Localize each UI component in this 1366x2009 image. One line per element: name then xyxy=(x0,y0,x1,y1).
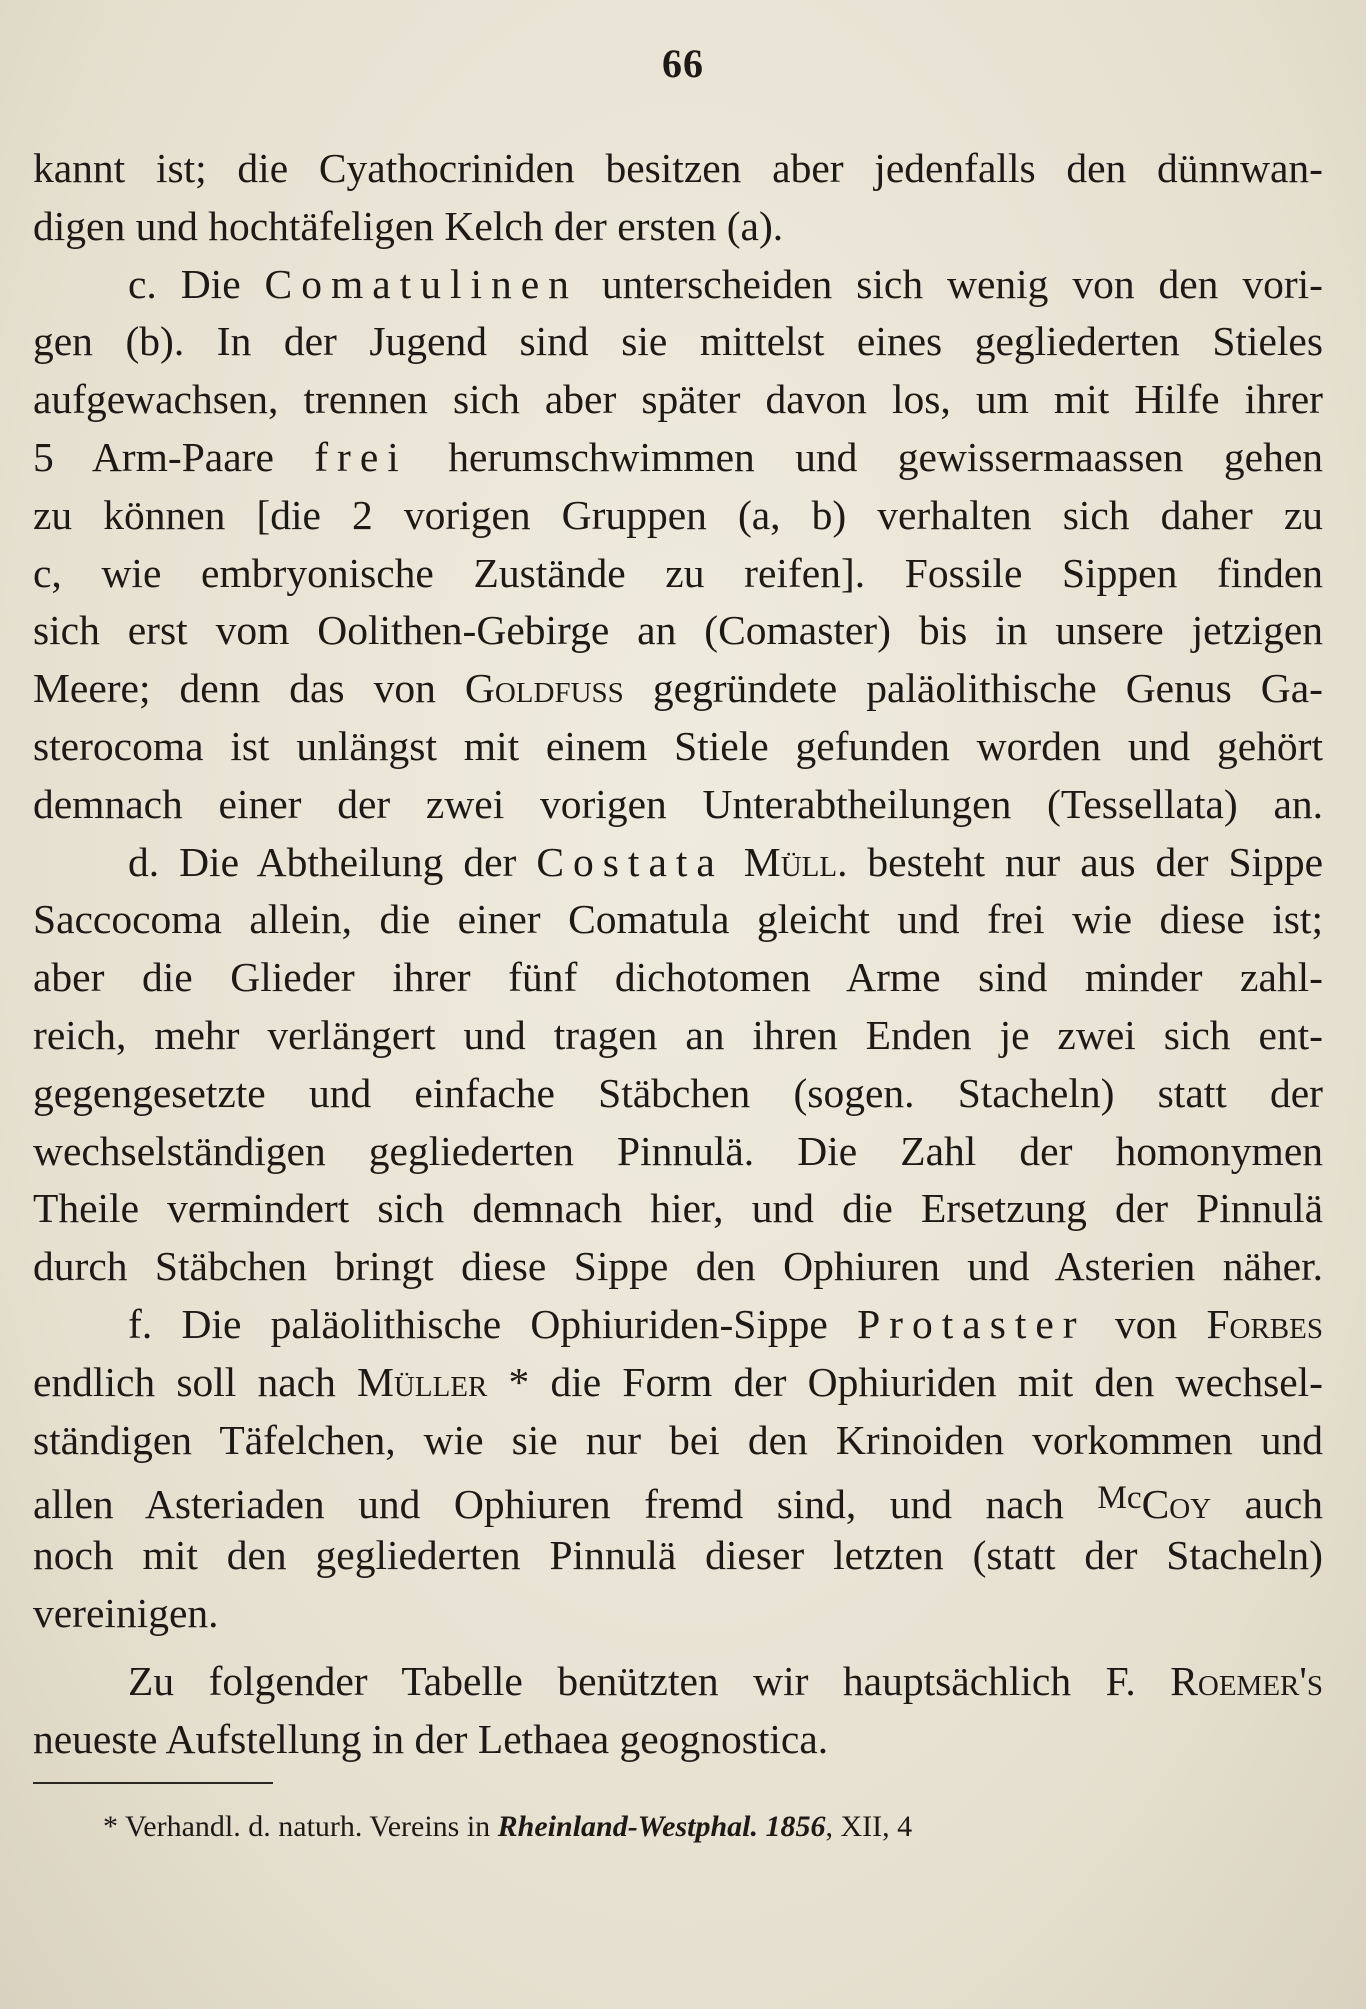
text-line: sterocoma ist unlängst mit einem Stiele gefunden worden und gehört xyxy=(33,722,1323,769)
spaced-term: Protaster xyxy=(857,1300,1086,1347)
text-line xyxy=(33,834,1323,892)
text-line: c, wie embryonische Zustände zu reifen]. Fossile Sippen finden xyxy=(33,549,1323,596)
text-span: gegründete paläolithische Genus Ga- xyxy=(623,665,1323,712)
text-line: demnach einer der zwei vorigen Unterabtheilungen (Tessellata) an. xyxy=(33,780,1323,827)
text-line: wechselständigen gegliederten Pinnulä. Die Zahl der homonymen xyxy=(33,1127,1323,1174)
text-line xyxy=(33,1296,1323,1354)
author-name: Müller xyxy=(357,1358,488,1405)
text-line xyxy=(33,1653,1323,1711)
text-span: allen Asteriaden und Ophiuren fremd sind, und nach xyxy=(33,1481,1098,1528)
page-number: 66 xyxy=(662,41,704,86)
footnote-title: Rheinland-Westphal. 1856 xyxy=(497,1810,826,1843)
text-line: gegengesetzte und einfache Stäbchen (sogen. Stacheln) statt der xyxy=(33,1069,1323,1116)
text-span: auch xyxy=(1211,1481,1323,1528)
text-line: sich erst vom Oolithen-Gebirge an (Comaster) bis in unsere jetzigen xyxy=(33,607,1323,654)
text-line: digen und hochtäfeligen Kelch der ersten (a). xyxy=(33,202,784,249)
text-span: 5 Arm-Paare xyxy=(33,433,315,480)
text-line: Theile vermindert sich demnach hier, und die Ersetzung der Pinnulä xyxy=(33,1185,1323,1232)
body-text xyxy=(33,140,1323,1768)
text-span: d. Die Abtheilung der xyxy=(128,838,537,885)
text-span xyxy=(724,839,744,885)
text-line: Saccocoma allein, die einer Comatula gleicht und frei wie diese ist; xyxy=(33,896,1323,943)
text-line: reich, mehr verlängert und tragen an ihren Enden je zwei sich ent- xyxy=(33,1011,1323,1058)
text-line xyxy=(33,1469,1323,1527)
author-name: Coy xyxy=(1141,1481,1212,1528)
text-line xyxy=(33,660,1323,718)
text-line: aufgewachsen, trennen sich aber später davon los, um mit Hilfe ihrer xyxy=(33,376,1323,423)
text-span: von xyxy=(1085,1300,1207,1347)
footnote-rule xyxy=(33,1782,273,1784)
text-span: besteht nur aus der Sippe xyxy=(847,838,1323,885)
text-line: kannt ist; die Cyathocriniden besitzen aber jedenfalls den dünnwan- xyxy=(33,145,1323,191)
text-span: endlich soll nach xyxy=(33,1358,358,1405)
spaced-term: Comatulinen xyxy=(264,260,578,307)
footnote-text: , XII, 4 xyxy=(825,1810,913,1843)
text-span: Meere; denn das von xyxy=(33,665,465,712)
text-span: unterscheiden sich wenig von den vori- xyxy=(577,260,1323,307)
spaced-term: frei xyxy=(314,433,408,480)
author-name: Goldfuss xyxy=(464,665,624,712)
text-line xyxy=(33,429,1323,487)
footnote-text: Verhandl. d. naturh. Vereins in xyxy=(118,1810,498,1843)
author-name: Forbes xyxy=(1206,1300,1323,1347)
text-span: herumschwimmen und gewissermaassen gehen xyxy=(407,433,1323,480)
text-span: Zu folgender Tabelle benützten wir hauptsächlich F. xyxy=(128,1657,1171,1704)
text-line: ständigen Täfelchen, wie sie nur bei den Krinoiden vorkommen und xyxy=(33,1416,1323,1463)
text-line: vereinigen. xyxy=(33,1589,219,1636)
spaced-term: Costata xyxy=(536,838,724,885)
author-name: Roemer's xyxy=(1170,1657,1323,1704)
text-line xyxy=(33,1354,1323,1412)
paragraph-gap xyxy=(33,1643,1323,1653)
text-line: aber die Glieder ihrer fünf dichotomen Arme sind minder zahl- xyxy=(33,954,1323,1001)
footnote-marker: * xyxy=(103,1810,118,1843)
text-line: neueste Aufstellung in der Lethaea geognostica. xyxy=(33,1715,829,1762)
text-line: gen (b). In der Jugend sind sie mittelst eines gegliederten Stieles xyxy=(33,318,1323,365)
text-line: zu können [die 2 vorigen Gruppen (a, b) verhalten sich daher zu xyxy=(33,491,1323,538)
author-name-prefix: Mc xyxy=(1097,1479,1142,1517)
text-span: c. Die xyxy=(128,260,265,307)
text-span: f. Die paläolithische Ophiuriden-Sippe xyxy=(128,1300,858,1347)
text-line: noch mit den gegliederten Pinnulä dieser letzten (statt der Stacheln) xyxy=(33,1532,1323,1579)
text-line: durch Stäbchen bringt diese Sippe den Ophiuren und Asterien näher. xyxy=(33,1243,1323,1290)
footnote xyxy=(103,1810,1263,1844)
text-span: * die Form der Ophiuriden mit den wechsel- xyxy=(487,1358,1323,1405)
text-line xyxy=(33,256,1323,314)
author-name: Müll. xyxy=(743,838,848,885)
